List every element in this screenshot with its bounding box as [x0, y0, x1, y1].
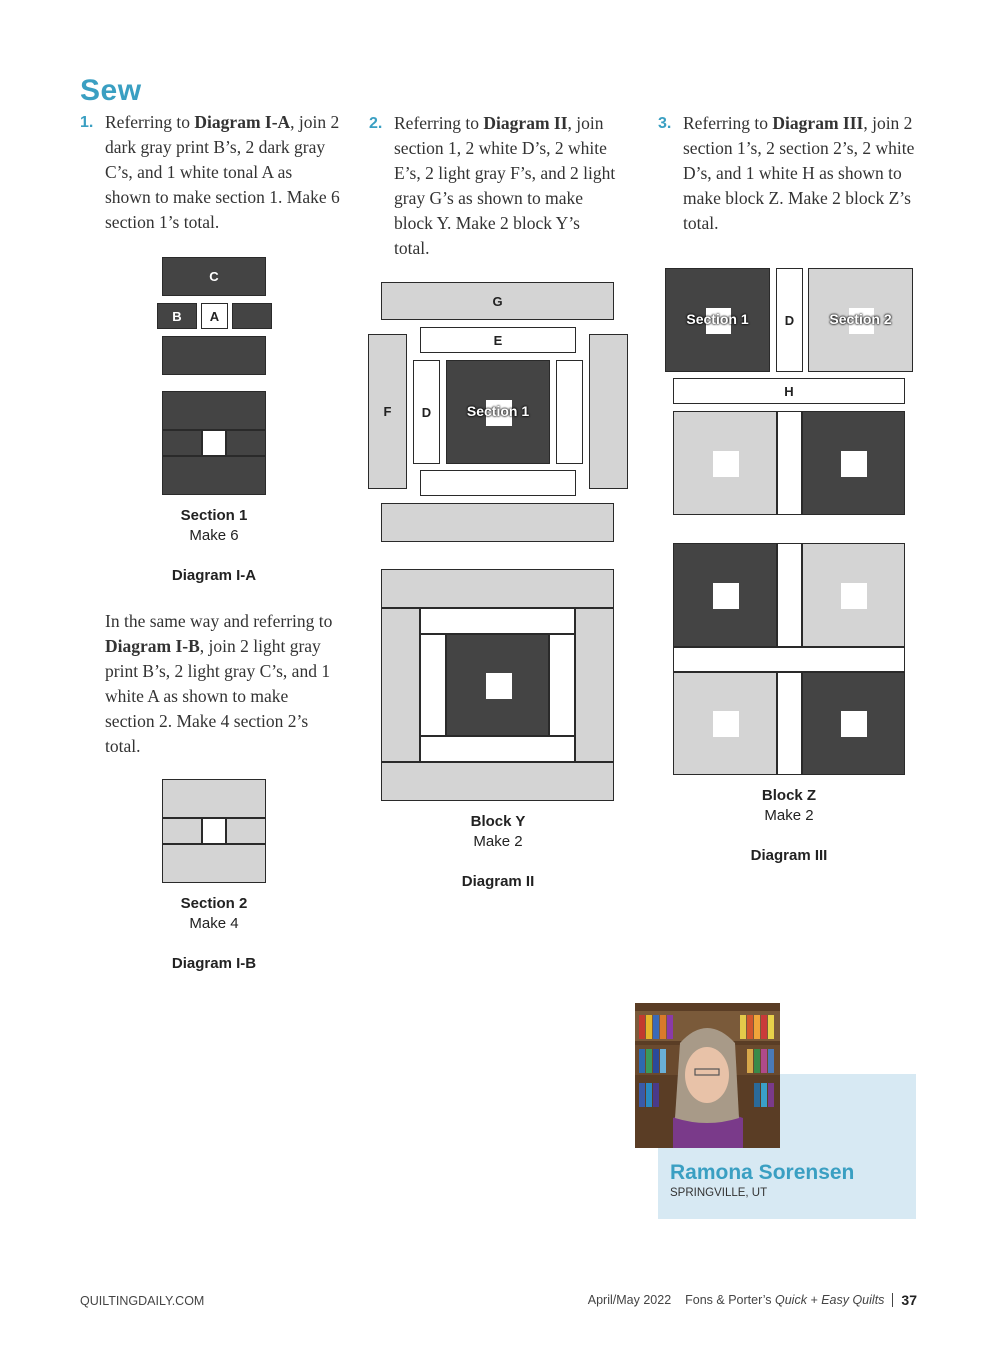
- caption-sub: Make 2: [473, 833, 523, 850]
- seg-f-left: [381, 608, 420, 762]
- seg-b-right: [226, 430, 266, 456]
- caption-title: Block Z: [761, 787, 817, 804]
- seg-b-left: [162, 818, 202, 844]
- seg-d: [777, 411, 802, 515]
- footer-divider: [892, 1293, 893, 1307]
- step-1-text: Referring to Diagram I-A, join 2 dark gray print B’s, 2 dark gray C’s, and 1 white tonal A as shown to make section 1. Make 6 section 1’s total.: [105, 112, 340, 232]
- piece-g-bottom: [381, 503, 614, 542]
- caption-sub: Make 4: [189, 915, 239, 932]
- caption-title: Section 1: [180, 507, 248, 524]
- designer-name: Ramona Sorensen: [670, 1161, 855, 1184]
- section-2-assembled: [162, 779, 266, 883]
- piece-c-bottom: [162, 336, 266, 375]
- seg-section-2-bl: [673, 672, 777, 775]
- seg-a: [202, 430, 226, 456]
- diagram-ii-caption: [418, 812, 578, 852]
- seg-c-bottom: [162, 844, 266, 883]
- step-3-text: Referring to Diagram III, join 2 section 1’s, 2 section 2’s, 2 white D’s, and 1 white H as shown to make block Z. Make 2 block Z’s total.: [683, 113, 915, 233]
- diagram-ii-title: Diagram II: [461, 873, 535, 890]
- section-1-assembled: [162, 391, 266, 495]
- step-1: [80, 110, 342, 235]
- piece-c-top: C: [162, 257, 266, 296]
- footer-right: [588, 1292, 917, 1308]
- seg-d-right: [549, 634, 575, 736]
- piece-b-right: [232, 303, 272, 329]
- section-2-label: Section 2: [829, 311, 892, 327]
- piece-d-left: D: [413, 360, 440, 464]
- block-y-assembled: [381, 569, 614, 801]
- caption-title: Section 2: [180, 895, 248, 912]
- piece-h: H: [673, 378, 905, 404]
- footer-issue: April/May 2022: [587, 1293, 672, 1307]
- paragraph-ib: In the same way and referring to Diagram I-B, join 2 light gray print B’s, 2 light gray C’s, and 1 white A as shown to make section 2. Make 4 section 2’s total.: [105, 611, 333, 756]
- seg-g-top: [381, 569, 614, 608]
- seg-b-left: [162, 430, 202, 456]
- step-3-number: 3.: [658, 115, 672, 132]
- piece-b-left: B: [157, 303, 197, 329]
- piece-d: D: [776, 268, 803, 372]
- piece-e-bottom: [420, 470, 576, 496]
- seg-section-1-tl: [673, 543, 777, 647]
- section-1-label: Section 1: [686, 311, 749, 327]
- seg-c-bottom: [162, 456, 266, 495]
- seg-e-bottom: [420, 736, 575, 762]
- seg-section-2-tr: [802, 543, 905, 647]
- section-1-label: Section 1: [466, 403, 530, 419]
- designer-photo: [635, 1003, 780, 1148]
- piece-a: A: [201, 303, 228, 329]
- seg-d-bottom: [777, 672, 802, 775]
- diagram-iii-title: Diagram III: [750, 847, 828, 864]
- step-3: [658, 111, 920, 236]
- piece-e-top: E: [420, 327, 576, 353]
- seg-b-right: [226, 818, 266, 844]
- footer-magazine-name: Quick + Easy Quilts: [775, 1293, 885, 1307]
- step-2-number: 2.: [369, 115, 383, 132]
- seg-g-bottom: [381, 762, 614, 801]
- seg-section-1: [446, 634, 549, 736]
- step-2: [369, 111, 619, 261]
- seg-d-top: [777, 543, 802, 647]
- footer-site: QUILTINGDAILY.COM: [80, 1294, 205, 1308]
- seg-e-top: [420, 608, 575, 634]
- step-1-number: 1.: [80, 114, 94, 131]
- piece-f-right: [589, 334, 628, 489]
- block-z-assembled: [673, 543, 905, 775]
- seg-f-right: [575, 608, 614, 762]
- diagram-ib-caption: [134, 894, 294, 934]
- caption-sub: Make 2: [764, 807, 814, 824]
- caption-sub: Make 6: [189, 527, 239, 544]
- seg-a: [202, 818, 226, 844]
- piece-g-top: G: [381, 282, 614, 320]
- designer-location: SPRINGVILLE, UT: [670, 1187, 768, 1199]
- seg-section-1-br: [802, 672, 905, 775]
- step-2-text: Referring to Diagram II, join section 1, 2 white D’s, 2 white E’s, 2 light gray F’s, and 2 light gray G’s as shown to make block Y. Make 2 block Y’s total.: [394, 113, 616, 258]
- diagram-ia-caption: [134, 506, 294, 546]
- diagram-ib-title: Diagram I-B: [171, 955, 257, 972]
- seg-c-top: [162, 779, 266, 818]
- seg-h: [673, 647, 905, 672]
- piece-d-right: [556, 360, 583, 464]
- half-row-top: [673, 411, 905, 515]
- section-heading: Sew: [80, 74, 142, 107]
- seg-d-left: [420, 634, 446, 736]
- page-number: 37: [901, 1292, 917, 1308]
- diagram-ia-title: Diagram I-A: [171, 567, 257, 584]
- caption-title: Block Y: [470, 813, 526, 830]
- footer-magazine-prefix: Fons & Porter’s: [685, 1293, 775, 1307]
- seg-c-top: [162, 391, 266, 430]
- diagram-iii-caption: [709, 786, 869, 826]
- piece-f-left: F: [368, 334, 407, 489]
- seg-section-2: [673, 411, 777, 515]
- seg-section-1: [802, 411, 905, 515]
